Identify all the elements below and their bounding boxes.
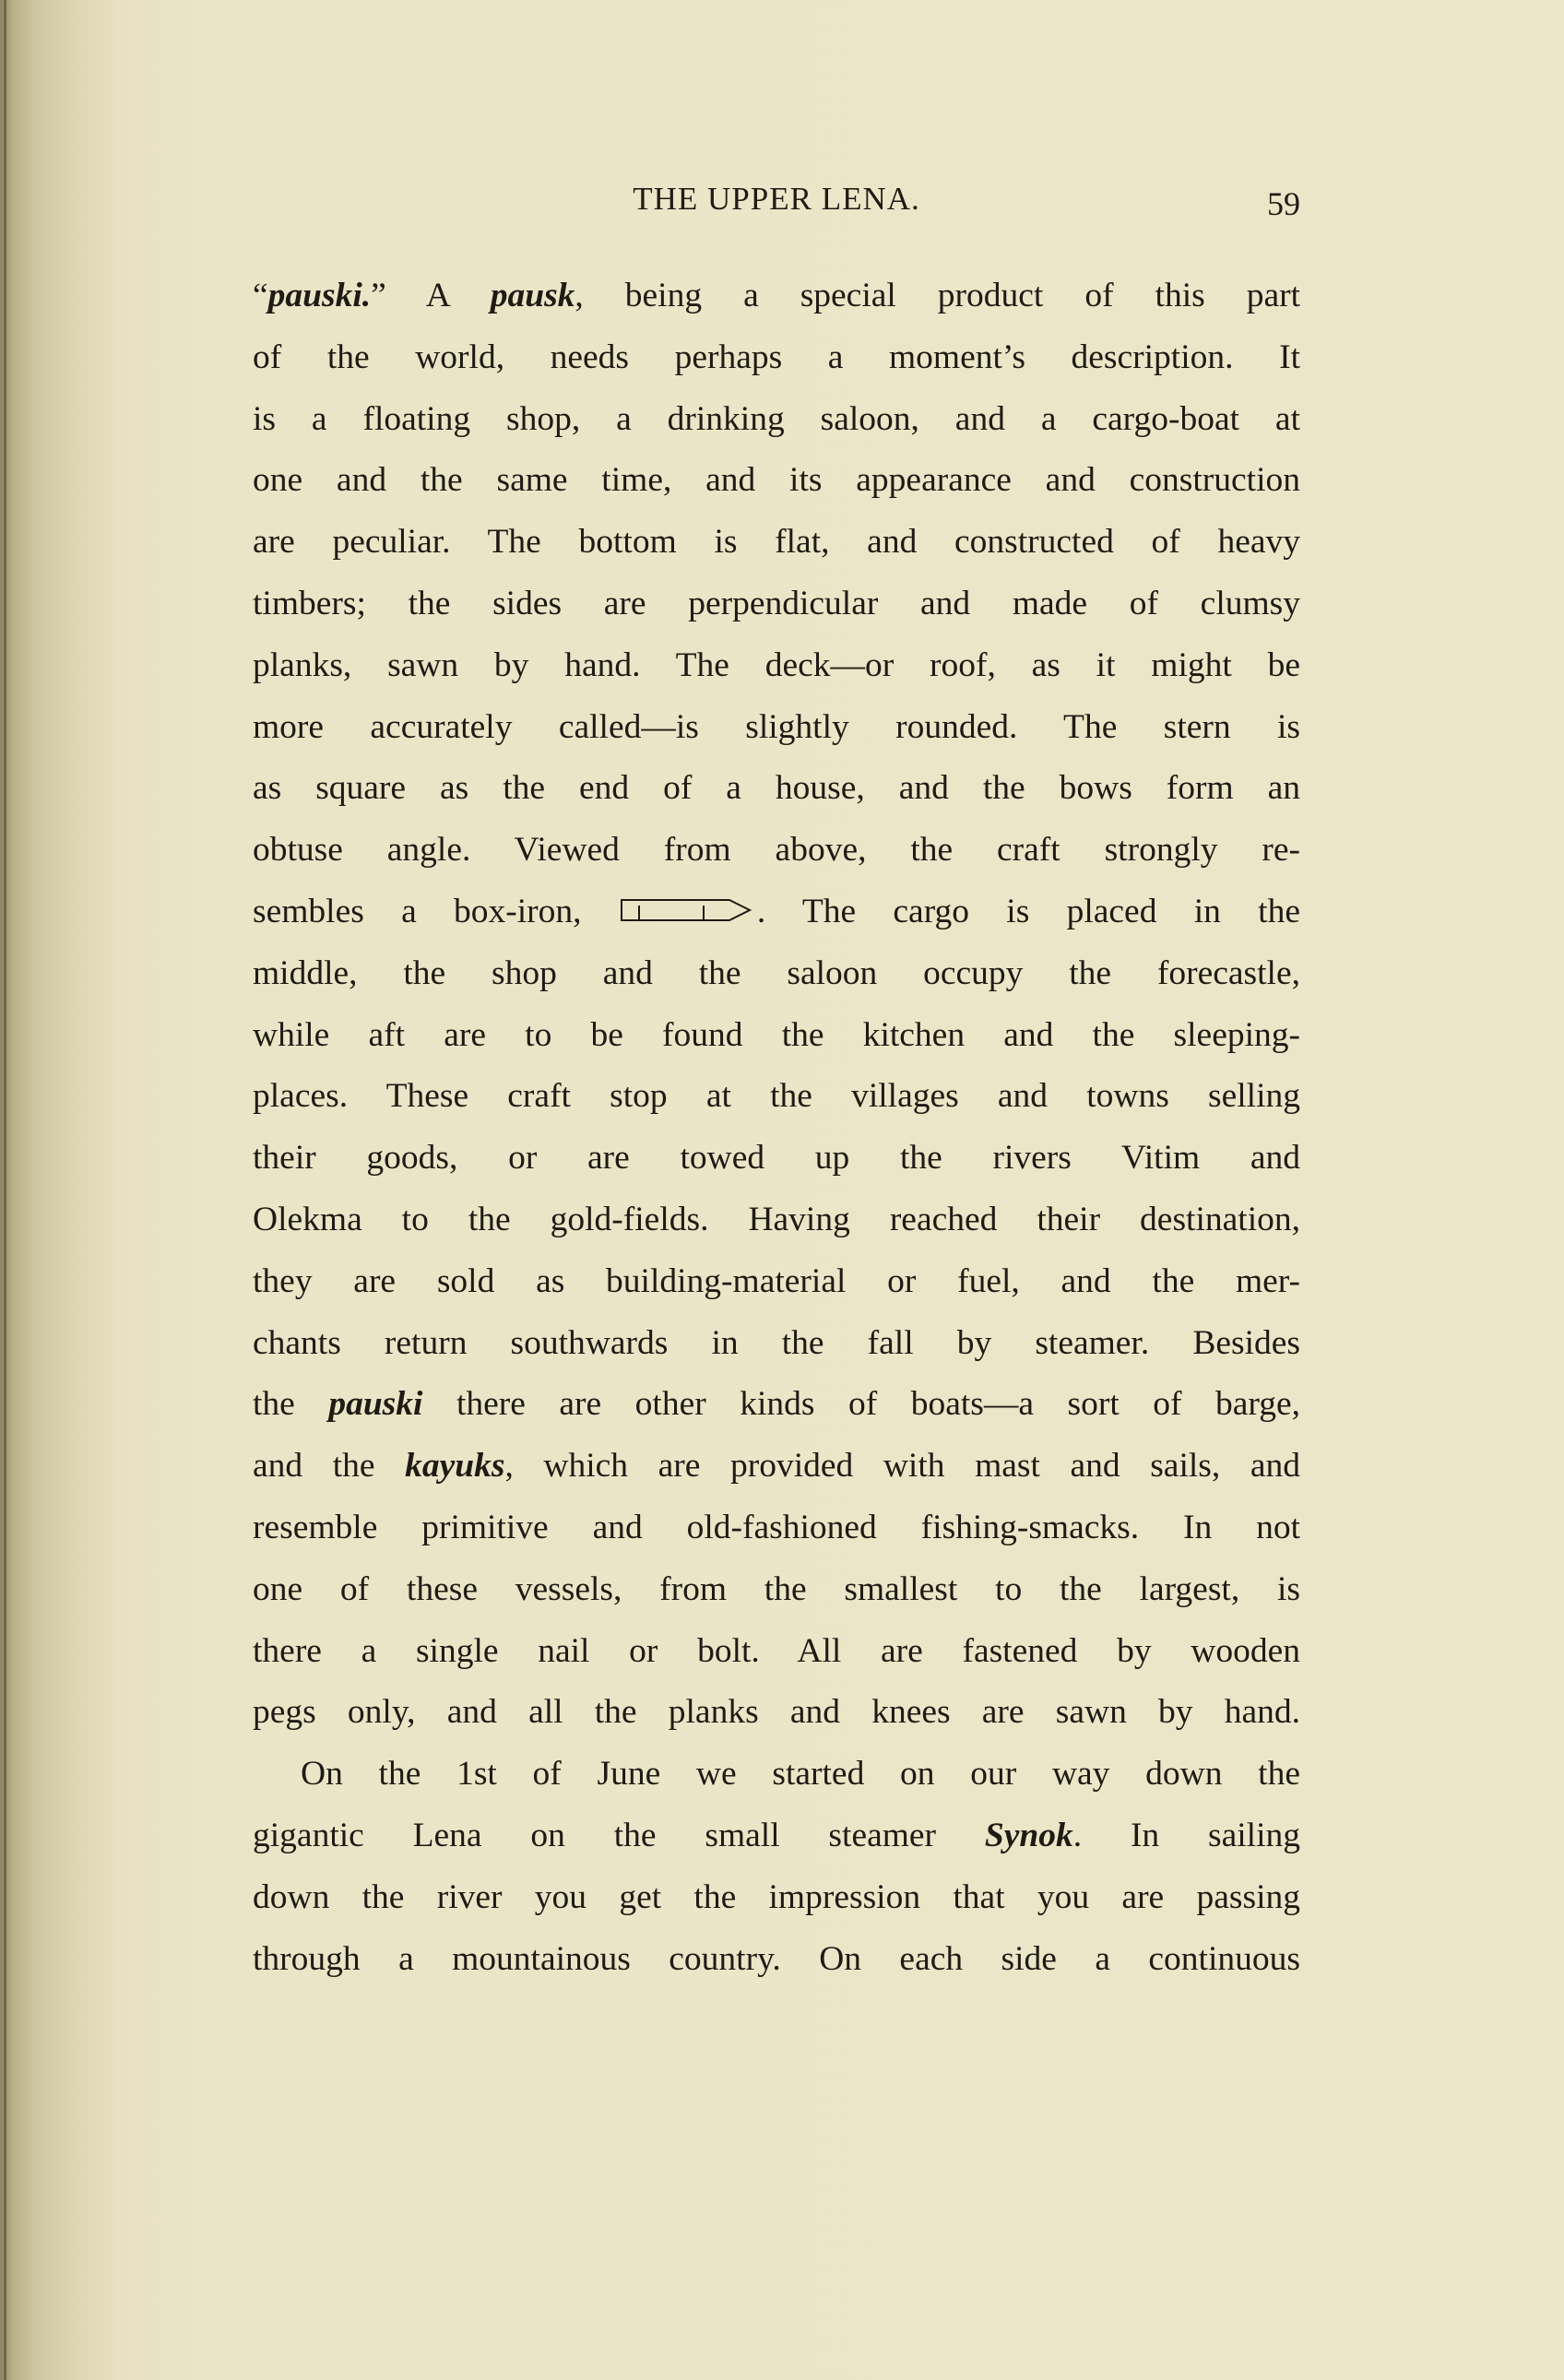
text-line bbox=[253, 1128, 1300, 1190]
text-line bbox=[253, 1806, 1300, 1867]
text-segment: and the bbox=[253, 1447, 406, 1486]
text-segment: through a mountainous country. On each side a continuous bbox=[253, 1939, 1300, 1978]
body-text bbox=[253, 266, 1300, 1990]
text-line bbox=[253, 1498, 1300, 1559]
text-line bbox=[253, 1190, 1300, 1251]
running-head: THE UPPER LENA. bbox=[633, 181, 920, 217]
text-segment: chants return southwards in the fall by steamer. Besides bbox=[253, 1323, 1300, 1362]
text-line bbox=[253, 327, 1300, 389]
text-segment: as square as the end of a house, and the bows form an bbox=[253, 769, 1300, 808]
box-iron-diagram-icon bbox=[619, 885, 757, 943]
text-line bbox=[253, 1005, 1300, 1067]
text-line bbox=[253, 1682, 1300, 1744]
text-segment: is a floating shop, a drinking saloon, and a cargo-boat at bbox=[253, 399, 1300, 438]
italic-word: pauski. bbox=[267, 277, 372, 314]
text-segment: middle, the shop and the saloon occupy the forecastle, bbox=[253, 953, 1300, 992]
text-line bbox=[253, 697, 1300, 759]
text-segment: one and the same time, and its appearance and construction bbox=[253, 461, 1300, 500]
text-line bbox=[253, 450, 1300, 512]
text-line bbox=[253, 1621, 1300, 1683]
text-line bbox=[253, 1929, 1300, 1991]
text-line bbox=[253, 1744, 1300, 1806]
text-segment: gigantic Lena on the small steamer bbox=[253, 1816, 985, 1854]
text-line bbox=[253, 1251, 1300, 1313]
text-segment: sembles a box-iron, bbox=[253, 892, 619, 930]
italic-word: pauski bbox=[328, 1385, 423, 1424]
italic-word: Synok bbox=[984, 1816, 1073, 1854]
text-line bbox=[253, 389, 1300, 451]
text-line bbox=[253, 1313, 1300, 1375]
text-segment: their goods, or are towed up the rivers Vitim and bbox=[253, 1139, 1300, 1178]
text-segment: obtuse angle. Viewed from above, the craft strongly re- bbox=[253, 831, 1300, 870]
text-line bbox=[253, 758, 1300, 820]
text-segment: pegs only, and all the planks and knees are sawn by hand. bbox=[253, 1693, 1300, 1732]
text-line bbox=[253, 512, 1300, 574]
text-segment: down the river you get the impression that you are passing bbox=[253, 1877, 1300, 1916]
text-segment: planks, sawn by hand. The deck—or roof, as it might be bbox=[253, 645, 1300, 684]
text-segment: resemble primitive and old-fashioned fishing-smacks. In not bbox=[253, 1508, 1300, 1546]
text-segment: ” A bbox=[371, 277, 491, 314]
text-segment: there are other kinds of boats—a sort of barge, bbox=[422, 1385, 1300, 1424]
text-segment: places. These craft stop at the villages and towns selling bbox=[253, 1077, 1300, 1116]
text-segment: the bbox=[253, 1385, 329, 1424]
text-line bbox=[253, 1867, 1300, 1929]
text-line bbox=[253, 820, 1300, 882]
page-header bbox=[253, 181, 1300, 236]
text-segment: “ bbox=[253, 277, 268, 314]
italic-word: kayuks bbox=[405, 1447, 505, 1486]
text-segment: more accurately called—is slightly rounded. The stern is bbox=[253, 707, 1300, 746]
text-line bbox=[253, 266, 1300, 327]
text-segment: On the 1st of June we started on our way down the bbox=[301, 1755, 1300, 1794]
text-segment: , which are provided with mast and sails, and bbox=[504, 1447, 1300, 1486]
text-line bbox=[253, 1374, 1300, 1436]
text-line bbox=[253, 1559, 1300, 1621]
text-line bbox=[253, 943, 1300, 1005]
text-segment: while aft are to be found the kitchen and the sleeping- bbox=[253, 1015, 1300, 1054]
italic-word: pausk bbox=[490, 277, 575, 314]
text-segment: timbers; the sides are perpendicular and made of clumsy bbox=[253, 584, 1300, 622]
text-segment: . In sailing bbox=[1072, 1816, 1300, 1854]
text-segment: Olekma to the gold-fields. Having reached their destination, bbox=[253, 1200, 1300, 1238]
text-segment: there a single nail or bolt. All are fastened by wooden bbox=[253, 1631, 1300, 1670]
text-segment: they are sold as building-material or fuel, and the mer- bbox=[253, 1261, 1300, 1300]
text-segment: one of these vessels, from the smallest to the largest, is bbox=[253, 1569, 1300, 1608]
text-segment: , being a special product of this part bbox=[575, 277, 1300, 314]
text-line bbox=[253, 882, 1300, 943]
page-number: 59 bbox=[1267, 185, 1300, 222]
text-segment: of the world, needs perhaps a moment’s description. It bbox=[253, 337, 1300, 376]
text-segment: are peculiar. The bottom is flat, and constructed of heavy bbox=[253, 523, 1300, 562]
text-line bbox=[253, 574, 1300, 635]
text-line bbox=[253, 1066, 1300, 1128]
binding-gutter bbox=[4, 0, 6, 2380]
text-line bbox=[253, 635, 1300, 697]
text-line bbox=[253, 1436, 1300, 1498]
text-segment: . The cargo is placed in the bbox=[756, 892, 1300, 930]
